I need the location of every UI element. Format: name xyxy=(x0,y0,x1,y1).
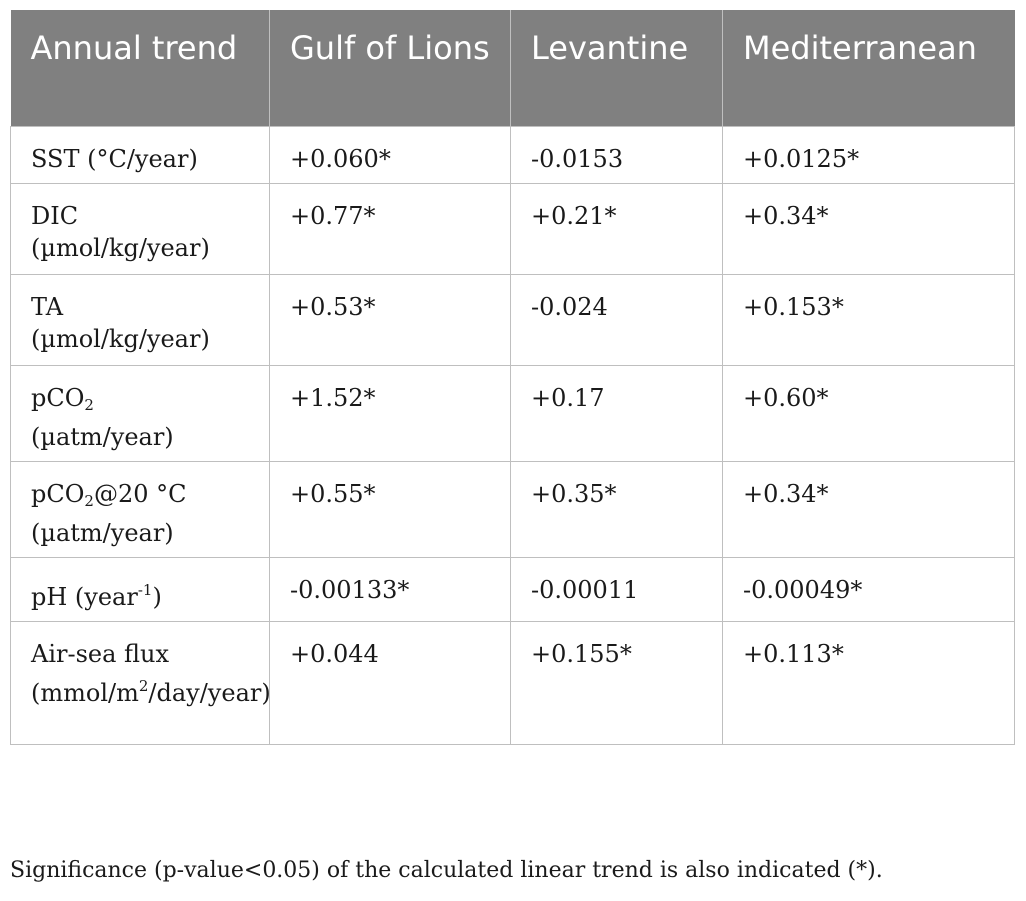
row-label: TA (µmol/kg/year) xyxy=(11,275,270,366)
cell-mediterranean: +0.0125* xyxy=(723,127,1015,184)
row-label xyxy=(11,622,270,745)
cell-gulf: +0.060* xyxy=(270,127,511,184)
header-mediterranean: Mediterranean xyxy=(723,10,1015,127)
table-row xyxy=(11,366,1015,462)
row-label-main: pCO xyxy=(31,384,85,412)
trend-table xyxy=(10,10,1015,745)
cell-levantine: -0.024 xyxy=(511,275,723,366)
table-row xyxy=(11,622,1015,745)
cell-levantine: -0.0153 xyxy=(511,127,723,184)
cell-gulf: +1.52* xyxy=(270,366,511,462)
row-label-superscript: 2 xyxy=(138,677,149,695)
row-label-subscript: 2 xyxy=(84,492,94,510)
cell-levantine: +0.155* xyxy=(511,622,723,745)
cell-mediterranean: -0.00049* xyxy=(723,558,1015,622)
row-label: DIC (µmol/kg/year) xyxy=(11,184,270,275)
cell-mediterranean: +0.34* xyxy=(723,184,1015,275)
header-row xyxy=(11,10,1015,127)
row-label-rest: /day/year) xyxy=(148,679,271,707)
cell-gulf: +0.55* xyxy=(270,462,511,558)
table-row xyxy=(11,558,1015,622)
cell-mediterranean: +0.113* xyxy=(723,622,1015,745)
row-label-subscript: 2 xyxy=(84,396,94,414)
header-annual-trend: Annual trend xyxy=(11,10,270,127)
row-label-main: Air-sea flux (mmol/m xyxy=(31,640,170,707)
cell-levantine: +0.35* xyxy=(511,462,723,558)
header-gulf-of-lions: Gulf of Lions xyxy=(270,10,511,127)
cell-levantine: +0.21* xyxy=(511,184,723,275)
row-label-main: pCO xyxy=(31,480,85,508)
row-label xyxy=(11,462,270,558)
row-label: SST (°C/year) xyxy=(11,127,270,184)
cell-gulf: +0.53* xyxy=(270,275,511,366)
cell-mediterranean: +0.153* xyxy=(723,275,1015,366)
row-label-main: pH (year xyxy=(31,583,138,611)
table-row xyxy=(11,462,1015,558)
table-row xyxy=(11,184,1015,275)
row-label-rest: @20 °C (µatm/year) xyxy=(31,480,187,547)
cell-mediterranean: +0.34* xyxy=(723,462,1015,558)
header-levantine: Levantine xyxy=(511,10,723,127)
cell-levantine: +0.17 xyxy=(511,366,723,462)
cell-gulf: -0.00133* xyxy=(270,558,511,622)
row-label xyxy=(11,558,270,622)
row-label-superscript: -1 xyxy=(137,581,153,599)
cell-gulf: +0.044 xyxy=(270,622,511,745)
cell-mediterranean: +0.60* xyxy=(723,366,1015,462)
cell-levantine: -0.00011 xyxy=(511,558,723,622)
row-label-rest: (µatm/year) xyxy=(31,423,174,451)
table-row xyxy=(11,275,1015,366)
table-row xyxy=(11,127,1015,184)
row-label-rest: ) xyxy=(152,583,162,611)
row-label xyxy=(11,366,270,462)
table-footnote: Significance (p-value<0.05) of the calculated linear trend is also indicated (*). xyxy=(10,858,883,883)
cell-gulf: +0.77* xyxy=(270,184,511,275)
